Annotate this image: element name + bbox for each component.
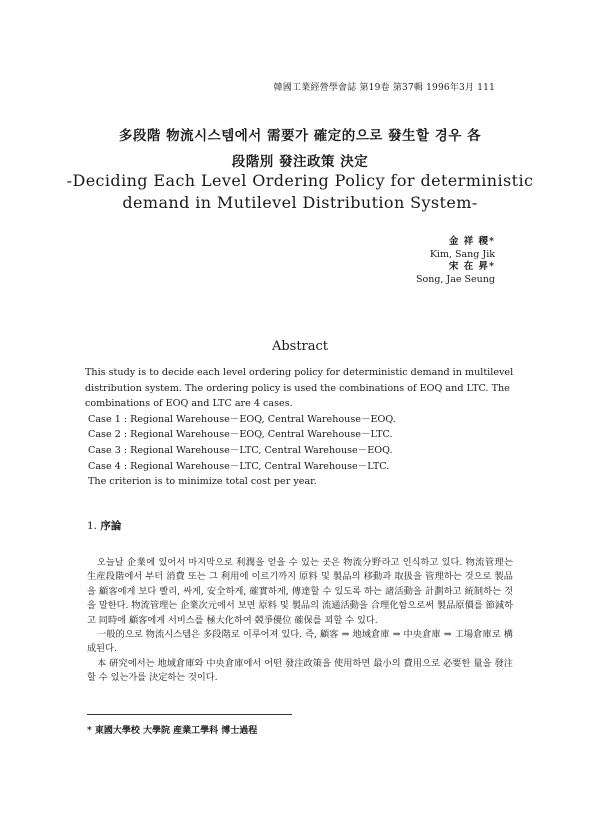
section-1-paragraph-2: 一般的으로 物流시스템은 多段階로 이루어져 있다. 즉, 顧客 ⇒ 地域倉庫 ⇒ 中央倉庫 ⇒ 工場倉庫로 構成된다. (87, 629, 513, 655)
title-english-line-1: -Deciding Each Level Ordering Policy for deterministic (66, 171, 534, 190)
title-english-line-2: demand in Mutilevel Distribution System- (122, 193, 478, 212)
abstract-heading: Abstract (271, 339, 329, 354)
section-1-title: 序論 (100, 520, 122, 532)
journal-header: 韓國工業經營學會誌 第19卷 第37輯 1996年3月 111 (273, 83, 495, 93)
section-1-body (87, 556, 513, 686)
author-1-romanized: Kim, Sang Jik (429, 248, 495, 260)
abstract-case-1: Case 1 : Regional Warehouse－EOQ, Central Warehouse－EOQ. (88, 413, 396, 425)
abstract-intro: This study is to decide each level ordering policy for deterministic demand in multilevel distribution system. The ordering policy is used the combinations of EOQ and LTC. The combinations of EOQ and LTC are 4 cases. (85, 367, 514, 410)
abstract-body (85, 365, 517, 490)
abstract-case-3: Case 3 : Regional Warehouse－LTC, Central Warehouse－EOQ. (88, 444, 393, 456)
section-1-heading (87, 518, 121, 533)
section-1-paragraph-3: 本 硏究에서는 地域倉庫와 中央倉庫에서 어떤 發注政策을 使用하면 最小의 費用으로 必要한 量을 發注할 수 있는가를 決定하는 것이다. (87, 657, 513, 684)
footnote-affiliation: * 東國大學校 大學院 産業工學科 博士過程 (87, 726, 258, 736)
footnote-divider (87, 714, 292, 715)
author-block (416, 236, 495, 286)
section-1-number: 1. (87, 520, 98, 532)
title-korean-line-2: 段階別 發注政策 決定 (231, 154, 369, 170)
author-2-korean: 宋 在 昇* (448, 261, 495, 272)
abstract-case-2: Case 2 : Regional Warehouse－EOQ, Central Warehouse－LTC. (88, 429, 393, 441)
author-1-korean: 金 祥 稷* (448, 236, 495, 247)
section-1-paragraph-1: 오늘날 企業에 있어서 마지막으로 利潤을 얻을 수 있는 곳은 物流分野라고 인식하고 있다. 物流管理는 生産段階에서 부터 消費 또는 그 利用에 이르기까지 原料 및 製品의 移動과 取扱을 管理하는 것으로 製品을 顧客에게 보다 빨리, 싸게, 安全하게, 確實하게, 傳達할 수 있도록 하는 諸活動을 計劃하고 統制하는 것을 말한다. 物流管理는 企業次元에서 보면 原料 및 製品의 流通活動을 合理化함으로써 製品原價를 節減하고 同時에 顧客에게 서비스를 極大化하여 競爭優位 確保를 꾀할 수 있다. (87, 557, 513, 626)
author-2-romanized: Song, Jae Seung (415, 273, 495, 285)
title-korean-line-1: 多段階 物流시스템에서 需要가 確定的으로 發生할 경우 各 (118, 128, 482, 144)
abstract-criterion: The criterion is to minimize total cost per year. (88, 476, 317, 488)
abstract-case-4: Case 4 : Regional Warehouse－LTC, Central Warehouse－LTC. (88, 460, 390, 472)
